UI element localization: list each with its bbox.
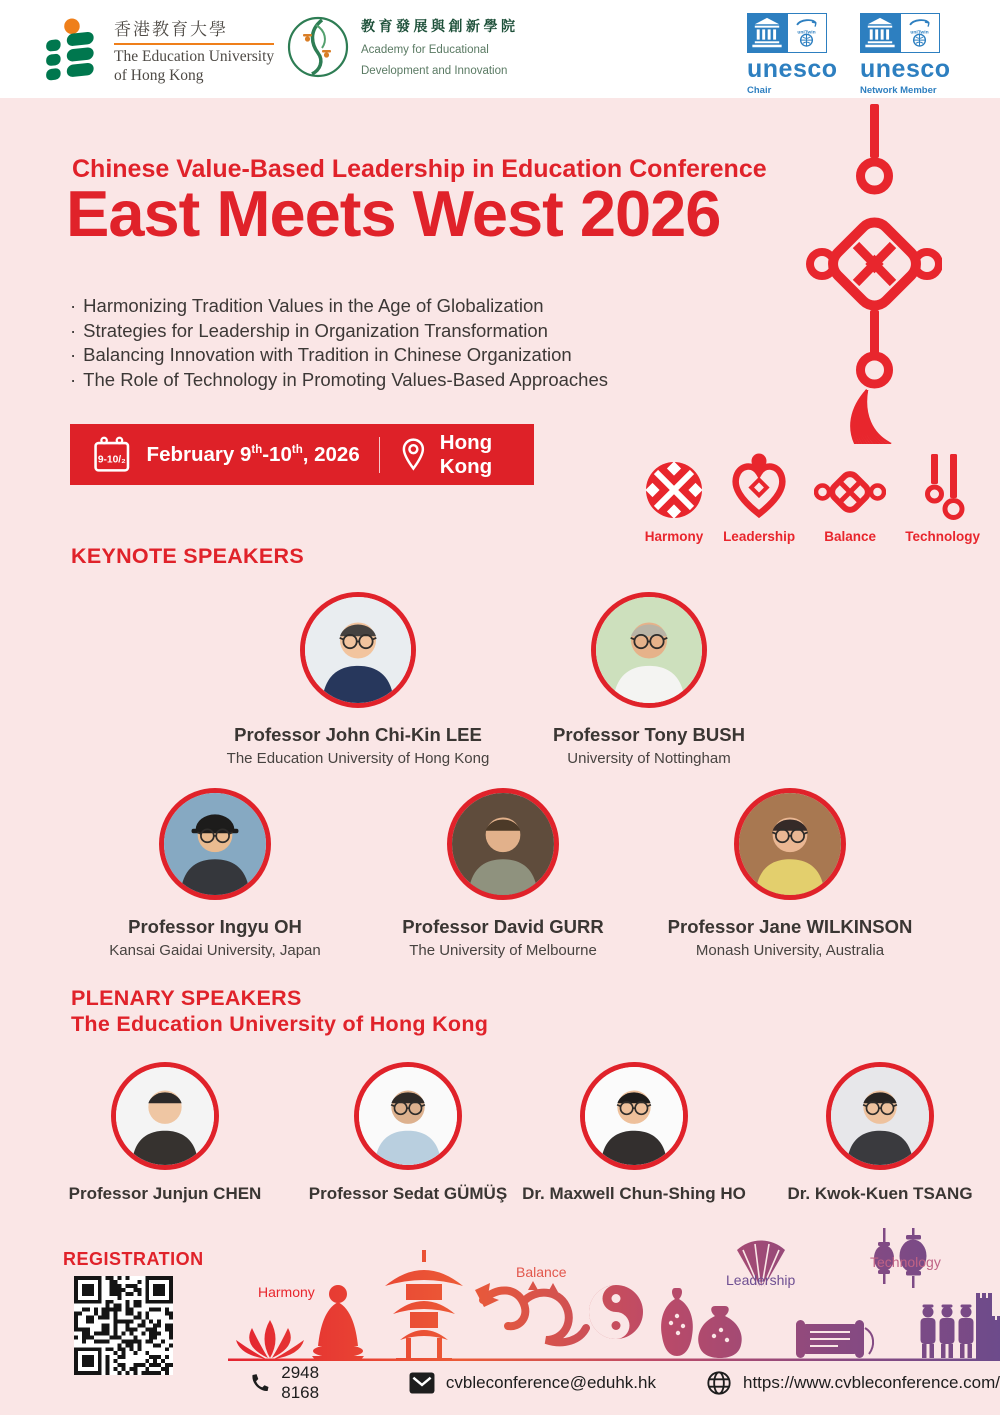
speaker-photo (164, 793, 266, 895)
deco-label-balance: Balance (516, 1264, 567, 1280)
speaker-name: Professor Tony BUSH (553, 724, 745, 745)
qr-code (74, 1276, 173, 1375)
date-location-banner (70, 424, 534, 485)
speaker-photo-frame (354, 1062, 462, 1170)
speaker-name: Professor Jane WILKINSON (667, 916, 913, 937)
location-pin-icon (401, 435, 426, 474)
topic-item: · Strategies for Leadership in Organization Transformation (70, 319, 548, 341)
speaker-photo (739, 793, 841, 895)
scroll (796, 1320, 873, 1358)
eduhk-name-english-2: of Hong Kong (114, 67, 204, 84)
terracotta-warriors (921, 1305, 974, 1359)
registration-heading: REGISTRATION (63, 1249, 204, 1269)
unesco-chair-logo (747, 13, 838, 96)
unesco-wordmark: unesco (860, 55, 951, 83)
yin-yang (589, 1285, 643, 1339)
eduhk-logo (44, 15, 274, 85)
plenary-heading: PLENARY SPEAKERS The Education University of Hong Kong (71, 986, 489, 1036)
speaker-card (288, 1062, 528, 1204)
chinese-knot-ornament (806, 104, 942, 444)
speaker-affiliation: Kansai Gaidai University, Japan (109, 942, 321, 959)
calendar-icon (93, 433, 131, 477)
contact-row (249, 1363, 1000, 1403)
speaker-photo (359, 1067, 457, 1165)
deco-label-leadership: Leadership (726, 1272, 796, 1288)
leadership-icon (728, 452, 790, 520)
value-technology: Technology (905, 452, 980, 544)
unesco-network-label: Network Member (860, 85, 937, 96)
unesco-temple-icon (860, 13, 900, 53)
unesco-temple-icon (747, 13, 787, 53)
unesco-chair-label: Chair (747, 85, 772, 96)
values-icon-row (644, 452, 980, 544)
speaker-name: Professor David GURR (402, 916, 604, 937)
speaker-card (198, 592, 518, 767)
page-title: East Meets West 2026 (66, 177, 721, 250)
topic-item: · Harmonizing Tradition Values in the Age of Globalization (70, 295, 544, 316)
globe-icon (706, 1370, 732, 1396)
speaker-photo-frame (159, 788, 271, 900)
banner-divider (379, 437, 380, 473)
event-date: February 9th-10th, 2026 (146, 442, 360, 466)
academy-name-chinese: 教育發展與創新學院 (361, 18, 519, 34)
speaker-card (758, 1062, 1000, 1204)
speaker-name: Professor Sedat GÜMÜŞ (308, 1184, 508, 1203)
speaker-photo-frame (734, 788, 846, 900)
cultural-silhouettes-graphic (228, 1228, 1000, 1362)
eduhk-orange-rule (114, 43, 274, 45)
speaker-card (650, 788, 930, 959)
great-wall (976, 1293, 1000, 1360)
academy-logo (286, 15, 519, 79)
unitwin-icon (900, 13, 940, 53)
speaker-name: Dr. Maxwell Chun-Shing HO (522, 1184, 746, 1203)
speaker-affiliation: Monash University, Australia (695, 942, 885, 959)
speaker-photo (305, 597, 411, 703)
svg-text:uniTwin: uniTwin (910, 30, 929, 36)
plenary-subheading: The Education University of Hong Kong (71, 1012, 489, 1036)
academy-emblem (286, 15, 350, 79)
speaker-photo-frame (591, 592, 707, 708)
speaker-card (373, 788, 633, 959)
speaker-photo (831, 1067, 929, 1165)
unesco-wordmark: unesco (747, 55, 838, 83)
phone-number[interactable]: 2948 8168 (281, 1363, 320, 1402)
phone-icon (249, 1372, 270, 1394)
eduhk-name-english-1: The Education University (114, 48, 275, 65)
speaker-photo-frame (826, 1062, 934, 1170)
technology-icon (919, 454, 967, 520)
balance-icon (814, 464, 886, 520)
speaker-photo-frame (300, 592, 416, 708)
harmony-icon (644, 460, 704, 520)
topic-item: · The Role of Technology in Promoting Values-Based Approaches (70, 368, 609, 390)
svg-text:uniTwin: uniTwin (797, 30, 816, 36)
speaker-photo (585, 1067, 683, 1165)
unitwin-icon (787, 13, 827, 53)
speaker-photo (116, 1067, 214, 1165)
conference-subtitle: Chinese Value-Based Leadership in Education Conference (72, 155, 767, 183)
cultural-silhouettes-band (228, 1228, 1000, 1362)
email-icon (409, 1371, 435, 1395)
speaker-affiliation: The University of Melbourne (409, 942, 597, 959)
speaker-name: Professor Ingyu OH (128, 916, 302, 937)
keynote-heading: KEYNOTE SPEAKERS (71, 544, 304, 568)
speaker-card (85, 788, 345, 959)
speaker-name: Professor Junjun CHEN (68, 1184, 262, 1203)
speaker-photo-frame (111, 1062, 219, 1170)
email-group (409, 1371, 656, 1395)
deco-label-technology: Technology (870, 1254, 941, 1270)
email-address[interactable]: cvbleconference@eduhk.hk (445, 1373, 656, 1392)
academy-name-english-1: Academy for Educational (361, 44, 489, 56)
speaker-photo-frame (447, 788, 559, 900)
speaker-photo (596, 597, 702, 703)
header-bar (0, 0, 1000, 98)
speaker-photo-frame (580, 1062, 688, 1170)
value-leadership: Leadership (723, 452, 795, 544)
value-harmony: Harmony (644, 452, 704, 544)
topic-list (70, 294, 608, 392)
lotus (236, 1320, 304, 1359)
topic-item: · Balancing Innovation with Tradition in Chinese Organization (70, 344, 572, 365)
vases (661, 1288, 742, 1358)
phone-group (249, 1363, 359, 1403)
speaker-affiliation: University of Nottingham (567, 750, 731, 767)
speaker-card (508, 1062, 760, 1204)
svg-text:9-10/₂: 9-10/₂ (97, 454, 126, 466)
dragon (475, 1281, 586, 1342)
unesco-network-logo (860, 13, 951, 96)
pagoda (385, 1250, 463, 1361)
website-url[interactable]: https://www.cvbleconference.com/ (742, 1373, 1000, 1392)
deco-label-harmony: Harmony (258, 1284, 315, 1300)
eduhk-name-chinese: 香港教育大學 (114, 20, 228, 39)
speaker-card (45, 1062, 285, 1204)
website-group (706, 1370, 1000, 1396)
academy-name-english-2: Development and Innovation (361, 65, 508, 77)
speaker-name: Professor John Chi-Kin LEE (234, 724, 482, 745)
buddha (312, 1285, 364, 1361)
eduhk-logo-mark (44, 18, 102, 82)
value-balance: Balance (814, 452, 886, 544)
event-location: Hong Kong (439, 430, 493, 478)
speaker-photo (452, 793, 554, 895)
speaker-affiliation: The Education University of Hong Kong (226, 750, 490, 767)
speaker-card (489, 592, 809, 767)
speaker-name: Dr. Kwok-Kuen TSANG (787, 1184, 973, 1203)
